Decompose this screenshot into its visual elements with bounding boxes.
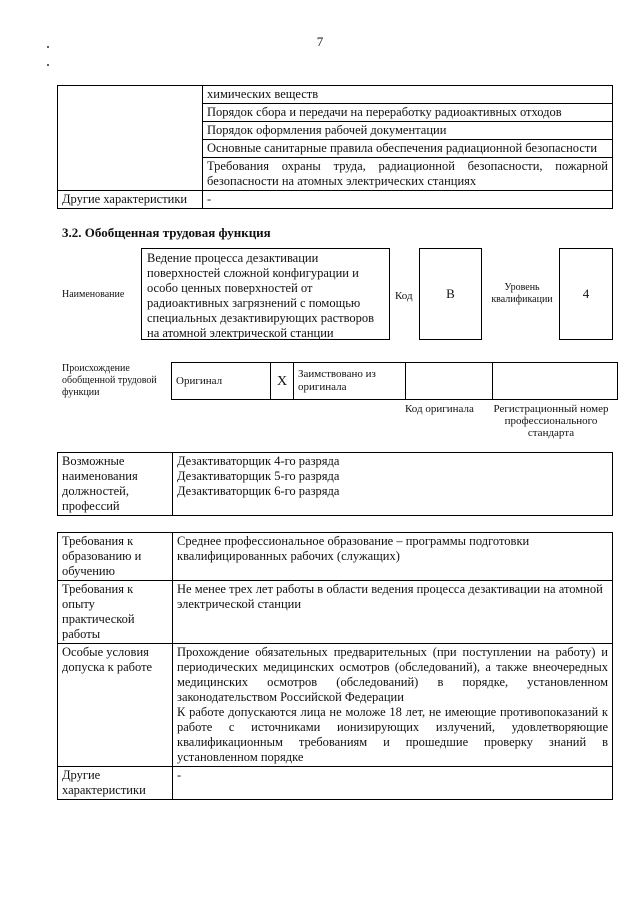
table-row: [172, 363, 618, 400]
scan-dot: [47, 46, 49, 48]
requirement-label: Требования к опыту практической работы: [58, 581, 173, 644]
caption-code: Код оригинала: [405, 403, 474, 415]
requirement-value: [173, 644, 613, 767]
table-row: [58, 581, 613, 644]
table-row: [58, 86, 613, 104]
requirement-label: Требования к образованию и обучению: [58, 533, 173, 581]
table-cell: -: [203, 191, 613, 209]
original-label: Оригинал: [172, 363, 271, 400]
page-number: 7: [316, 34, 324, 49]
caption-reg-number: Регистрационный номер профессионального стандарта: [493, 403, 609, 439]
requirement-paragraph: К работе допускаются лица не моложе 18 лет, не имеющие противопоказаний к работе с источниками ионизирующих излучений, удовлетворяющие квалификационным требованиям и прошедшие проверку знаний в установленном порядке: [177, 705, 608, 764]
table-row: [58, 453, 613, 516]
table-cell: Требования охраны труда, радиационной безопасности, пожарной безопасности на атомных электрических станциях: [203, 158, 613, 191]
requirement-value: -: [173, 767, 613, 800]
table-cell: Порядок сбора и передачи на переработку радиоактивных отходов: [203, 104, 613, 122]
original-mark: X: [271, 363, 294, 400]
requirement-value: Не менее трех лет работы в области ведения процесса дезактивации на атомной электрической станции: [173, 581, 613, 644]
table-cell: Порядок оформления рабочей документации: [203, 122, 613, 140]
original-code-cell: [406, 363, 493, 400]
origin-label: Происхождение обобщенной трудовой функции: [62, 363, 157, 398]
position-item: Дезактиваторщик 6-го разряда: [177, 484, 340, 498]
table-row: [58, 644, 613, 767]
positions-table: [57, 452, 613, 516]
name-value: Ведение процесса дезактивации поверхностей сложной конфигурации и особо ценных поверхностей от радиоактивных загрязнений с помощью специальных дезактивирующих растворов на атомной электрической станции: [141, 248, 390, 340]
requirement-paragraph: Прохождение обязательных предварительных (при поступлении на работу) и периодических медицинских осмотров (обследований), а также внеочередных медицинских осмотров (обследований) в порядке, установленном законодательством Российской Федерации: [177, 645, 608, 704]
table-cell-empty: [58, 86, 203, 191]
requirement-value: Среднее профессиональное образование – программы подготовки квалифицированных рабочих (служащих): [173, 533, 613, 581]
requirement-label: Другие характеристики: [58, 767, 173, 800]
table-row: [58, 767, 613, 800]
table-cell-label: Другие характеристики: [58, 191, 203, 209]
scan-dot: [47, 64, 49, 66]
table-cell: химических веществ: [203, 86, 613, 104]
position-item: Дезактиваторщик 4-го разряда: [177, 454, 340, 468]
requirement-label: Особые условия допуска к работе: [58, 644, 173, 767]
top-table: [57, 85, 613, 209]
table-cell: Основные санитарные правила обеспечения радиационной безопасности: [203, 140, 613, 158]
code-value: B: [419, 248, 482, 340]
table-row: [58, 191, 613, 209]
level-value: 4: [559, 248, 613, 340]
position-item: Дезактиваторщик 5-го разряда: [177, 469, 340, 483]
name-label: Наименование: [62, 289, 125, 300]
origin-table: [171, 362, 618, 400]
positions-label: Возможные наименования должностей, профессий: [58, 453, 173, 516]
table-row: [58, 533, 613, 581]
section-heading: 3.2. Обобщенная трудовая функция: [62, 225, 271, 240]
borrowed-label: Заимствовано из оригинала: [294, 363, 406, 400]
code-label: Код: [395, 290, 413, 302]
requirements-table: [57, 532, 613, 800]
positions-values: [173, 453, 613, 516]
level-label: Уровень квалификации: [491, 282, 553, 305]
reg-number-cell: [493, 363, 618, 400]
